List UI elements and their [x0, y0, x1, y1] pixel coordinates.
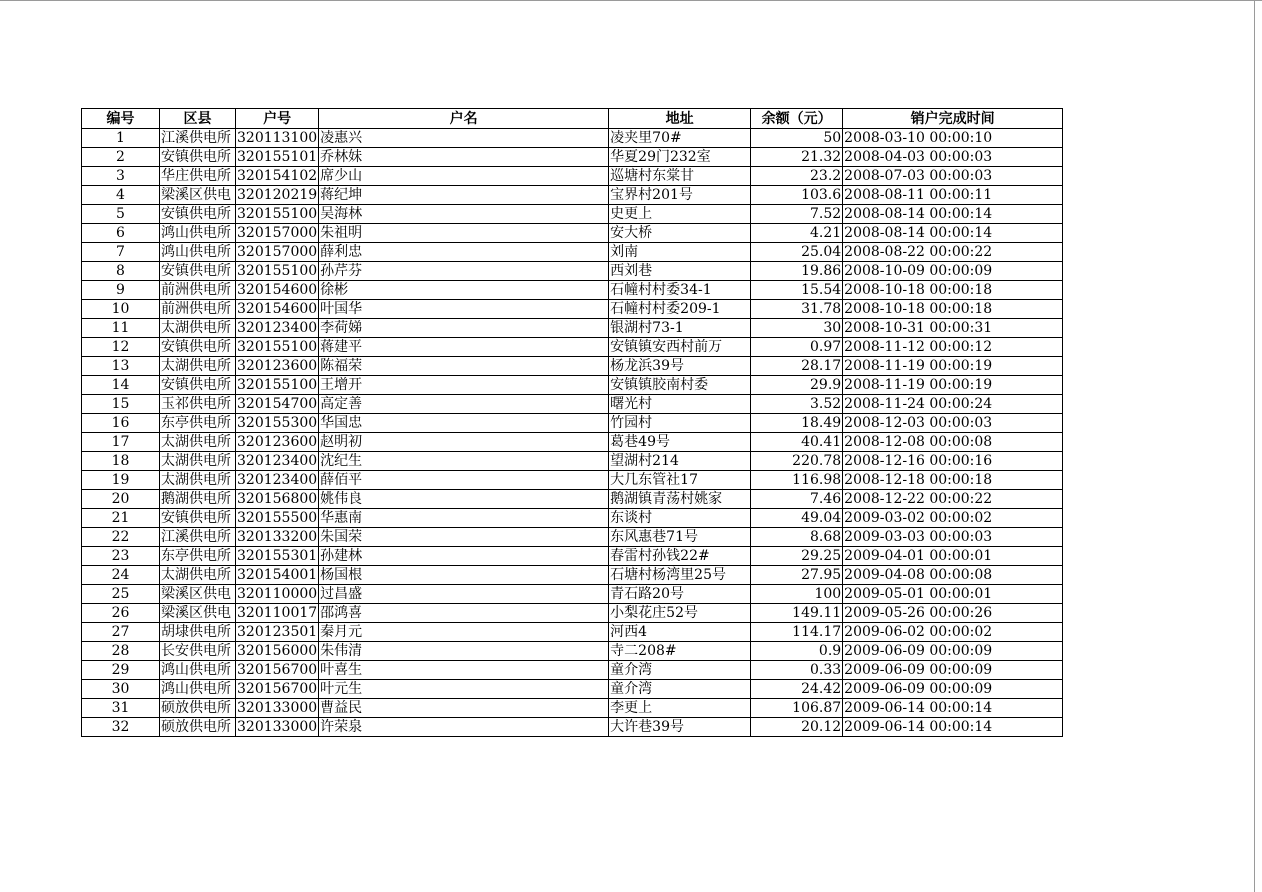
cell-closure-time: 2008-10-18 00:00:18	[843, 281, 1063, 300]
cell-closure-time: 2008-10-31 00:00:31	[843, 319, 1063, 338]
table-row	[82, 680, 1063, 699]
page-right-border	[1254, 0, 1255, 892]
cell-account-name: 叶国华	[319, 300, 609, 319]
cell-address: 巡塘村东棠甘	[609, 167, 751, 186]
cell-account-no: 320123600	[237, 358, 318, 374]
cell-address: 李更上	[609, 699, 751, 718]
cell-number: 7	[82, 243, 160, 262]
cell-address: 童介湾	[609, 680, 751, 699]
cell-account-no: 320113100	[237, 130, 318, 146]
cell-district: 安镇供电所	[160, 376, 236, 395]
cell-district: 梁溪区供电	[160, 585, 236, 604]
cell-district: 鸿山供电所	[160, 661, 236, 680]
cell-number: 1	[82, 129, 160, 148]
table-row	[82, 319, 1063, 338]
cell-address: 河西4	[609, 623, 751, 642]
cell-district: 江溪供电所	[160, 528, 236, 547]
cell-address: 曙光村	[609, 395, 751, 414]
cell-number: 11	[82, 319, 160, 338]
cell-account-name: 叶喜生	[319, 661, 609, 680]
cell-balance: 25.04	[751, 243, 843, 262]
cell-balance: 114.17	[751, 623, 843, 642]
cell-district: 前洲供电所	[160, 300, 236, 319]
cell-account-no: 320154001	[237, 567, 318, 583]
cell-address: 安大桥	[609, 224, 751, 243]
cell-account-no: 320154700	[237, 396, 318, 412]
cell-closure-time: 2008-04-03 00:00:03	[843, 148, 1063, 167]
table-row	[82, 699, 1063, 718]
cell-number: 22	[82, 528, 160, 547]
cell-closure-time: 2008-12-03 00:00:03	[843, 414, 1063, 433]
cell-balance: 27.95	[751, 566, 843, 585]
table-row	[82, 566, 1063, 585]
cell-account-name: 孙建林	[319, 547, 609, 566]
cell-district: 太湖供电所	[160, 357, 236, 376]
cell-closure-time: 2008-12-16 00:00:16	[843, 452, 1063, 471]
cell-closure-time: 2009-06-09 00:00:09	[843, 661, 1063, 680]
cell-district: 鸿山供电所	[160, 680, 236, 699]
cell-number: 9	[82, 281, 160, 300]
table-row	[82, 243, 1063, 262]
cell-account-no: 320123400	[237, 320, 318, 336]
cell-balance: 24.42	[751, 680, 843, 699]
cell-account-no: 320155100	[237, 206, 318, 222]
header-balance: 余额（元）	[751, 109, 843, 129]
cell-closure-time: 2009-04-08 00:00:08	[843, 566, 1063, 585]
cell-address: 凌夹里70#	[609, 129, 751, 148]
cell-balance: 29.25	[751, 547, 843, 566]
cell-account-name: 乔林妹	[319, 148, 609, 167]
cell-account-name: 高定善	[319, 395, 609, 414]
cell-address: 史更上	[609, 205, 751, 224]
table-body	[82, 129, 1063, 737]
cell-district: 安镇供电所	[160, 148, 236, 167]
cell-account-name: 席少山	[319, 167, 609, 186]
table-row	[82, 281, 1063, 300]
cell-account-no: 320133000	[237, 719, 318, 735]
cell-account-no: 320133000	[237, 700, 318, 716]
cell-district: 东亭供电所	[160, 547, 236, 566]
table-row	[82, 357, 1063, 376]
cell-address: 宝界村201号	[609, 186, 751, 205]
cell-balance: 21.32	[751, 148, 843, 167]
cell-district: 太湖供电所	[160, 471, 236, 490]
cell-closure-time: 2009-06-09 00:00:09	[843, 642, 1063, 661]
cell-balance: 19.86	[751, 262, 843, 281]
cell-account-name: 华惠南	[319, 509, 609, 528]
cell-district: 华庄供电所	[160, 167, 236, 186]
table-row	[82, 414, 1063, 433]
cell-district: 鸿山供电所	[160, 243, 236, 262]
cell-closure-time: 2009-04-01 00:00:01	[843, 547, 1063, 566]
cell-closure-time: 2008-08-11 00:00:11	[843, 186, 1063, 205]
table-row	[82, 129, 1063, 148]
cell-district: 玉祁供电所	[160, 395, 236, 414]
cell-balance: 40.41	[751, 433, 843, 452]
cell-account-no: 320156700	[237, 662, 318, 678]
cell-number: 5	[82, 205, 160, 224]
cell-account-name: 蒋建平	[319, 338, 609, 357]
table-row	[82, 338, 1063, 357]
cell-balance: 103.6	[751, 186, 843, 205]
cell-account-name: 邵鸿喜	[319, 604, 609, 623]
header-row	[82, 109, 1063, 129]
cell-closure-time: 2008-08-22 00:00:22	[843, 243, 1063, 262]
cell-account-name: 李荷娣	[319, 319, 609, 338]
cell-balance: 220.78	[751, 452, 843, 471]
table-row	[82, 471, 1063, 490]
cell-address: 竹园村	[609, 414, 751, 433]
cell-number: 8	[82, 262, 160, 281]
cell-account-no: 320156700	[237, 681, 318, 697]
cell-balance: 149.11	[751, 604, 843, 623]
cell-balance: 49.04	[751, 509, 843, 528]
table-row	[82, 490, 1063, 509]
cell-number: 12	[82, 338, 160, 357]
table-row	[82, 528, 1063, 547]
cell-balance: 3.52	[751, 395, 843, 414]
cell-address: 春雷村孙钱22#	[609, 547, 751, 566]
cell-account-name: 沈纪生	[319, 452, 609, 471]
cell-balance: 29.9	[751, 376, 843, 395]
cell-closure-time: 2009-05-01 00:00:01	[843, 585, 1063, 604]
cell-address: 华夏29门232室	[609, 148, 751, 167]
cell-account-no: 320155100	[237, 377, 318, 393]
cell-number: 20	[82, 490, 160, 509]
cell-closure-time: 2009-03-02 00:00:02	[843, 509, 1063, 528]
cell-number: 24	[82, 566, 160, 585]
cell-closure-time: 2008-12-18 00:00:18	[843, 471, 1063, 490]
cell-district: 安镇供电所	[160, 205, 236, 224]
table-row	[82, 167, 1063, 186]
cell-balance: 18.49	[751, 414, 843, 433]
page-top-border	[0, 0, 1262, 1]
table-row	[82, 186, 1063, 205]
cell-balance: 31.78	[751, 300, 843, 319]
cell-balance: 0.9	[751, 642, 843, 661]
cell-district: 鹅湖供电所	[160, 490, 236, 509]
cell-number: 21	[82, 509, 160, 528]
cell-closure-time: 2008-07-03 00:00:03	[843, 167, 1063, 186]
table-row	[82, 148, 1063, 167]
cell-closure-time: 2008-11-19 00:00:19	[843, 376, 1063, 395]
cell-account-name: 王增开	[319, 376, 609, 395]
cell-number: 23	[82, 547, 160, 566]
table-row	[82, 585, 1063, 604]
cell-account-no: 320155100	[237, 263, 318, 279]
cell-closure-time: 2009-06-14 00:00:14	[843, 718, 1063, 737]
cell-account-no: 320157000	[237, 244, 318, 260]
cell-account-name: 朱祖明	[319, 224, 609, 243]
cell-closure-time: 2008-11-12 00:00:12	[843, 338, 1063, 357]
cell-closure-time: 2008-11-24 00:00:24	[843, 395, 1063, 414]
cell-number: 30	[82, 680, 160, 699]
cell-district: 太湖供电所	[160, 566, 236, 585]
cell-account-name: 薛利忠	[319, 243, 609, 262]
cell-account-name: 吴海林	[319, 205, 609, 224]
cell-number: 4	[82, 186, 160, 205]
cell-closure-time: 2009-06-09 00:00:09	[843, 680, 1063, 699]
table-row	[82, 376, 1063, 395]
cell-number: 31	[82, 699, 160, 718]
cell-account-no: 320133200	[237, 529, 318, 545]
account-closure-table	[81, 108, 1063, 737]
cell-account-name: 陈福荣	[319, 357, 609, 376]
table-row	[82, 718, 1063, 737]
cell-district: 硕放供电所	[160, 718, 236, 737]
cell-district: 前洲供电所	[160, 281, 236, 300]
cell-address: 杨龙浜39号	[609, 357, 751, 376]
cell-account-no: 320123400	[237, 453, 318, 469]
cell-account-no: 320154600	[237, 301, 318, 317]
cell-account-name: 薛佰平	[319, 471, 609, 490]
cell-address: 大几东管社17	[609, 471, 751, 490]
cell-account-no: 320156000	[237, 643, 318, 659]
cell-balance: 20.12	[751, 718, 843, 737]
cell-account-name: 孙芹芬	[319, 262, 609, 281]
cell-district: 长安供电所	[160, 642, 236, 661]
cell-account-name: 华国忠	[319, 414, 609, 433]
cell-number: 25	[82, 585, 160, 604]
cell-address: 青石路20号	[609, 585, 751, 604]
cell-account-no: 320120219	[237, 187, 318, 203]
cell-balance: 15.54	[751, 281, 843, 300]
cell-closure-time: 2009-06-02 00:00:02	[843, 623, 1063, 642]
cell-address: 东谈村	[609, 509, 751, 528]
cell-account-no: 320155300	[237, 415, 318, 431]
table-row	[82, 300, 1063, 319]
cell-number: 13	[82, 357, 160, 376]
cell-balance: 0.33	[751, 661, 843, 680]
cell-district: 硕放供电所	[160, 699, 236, 718]
table-row	[82, 395, 1063, 414]
cell-account-no: 320154600	[237, 282, 318, 298]
cell-number: 19	[82, 471, 160, 490]
cell-account-name: 曹益民	[319, 699, 609, 718]
cell-number: 2	[82, 148, 160, 167]
cell-district: 梁溪区供电	[160, 604, 236, 623]
cell-district: 东亭供电所	[160, 414, 236, 433]
cell-account-name: 朱国荣	[319, 528, 609, 547]
cell-account-name: 杨国根	[319, 566, 609, 585]
cell-closure-time: 2008-08-14 00:00:14	[843, 224, 1063, 243]
table-row	[82, 623, 1063, 642]
cell-balance: 100	[751, 585, 843, 604]
cell-number: 18	[82, 452, 160, 471]
cell-number: 16	[82, 414, 160, 433]
cell-address: 石幢村村委209-1	[609, 300, 751, 319]
header-account-no: 户号	[236, 109, 319, 129]
cell-account-name: 徐彬	[319, 281, 609, 300]
cell-number: 3	[82, 167, 160, 186]
table-row	[82, 642, 1063, 661]
cell-account-no: 320110017	[237, 605, 318, 621]
cell-account-no: 320123600	[237, 434, 318, 450]
cell-district: 太湖供电所	[160, 452, 236, 471]
cell-closure-time: 2009-03-03 00:00:03	[843, 528, 1063, 547]
cell-address: 葛巷49号	[609, 433, 751, 452]
cell-number: 32	[82, 718, 160, 737]
cell-account-name: 秦月元	[319, 623, 609, 642]
table-row	[82, 224, 1063, 243]
cell-closure-time: 2008-10-18 00:00:18	[843, 300, 1063, 319]
cell-number: 17	[82, 433, 160, 452]
cell-address: 西刘巷	[609, 262, 751, 281]
cell-address: 大许巷39号	[609, 718, 751, 737]
cell-closure-time: 2008-08-14 00:00:14	[843, 205, 1063, 224]
cell-closure-time: 2008-12-08 00:00:08	[843, 433, 1063, 452]
cell-district: 鸿山供电所	[160, 224, 236, 243]
cell-balance: 4.21	[751, 224, 843, 243]
cell-address: 童介湾	[609, 661, 751, 680]
table-row	[82, 433, 1063, 452]
cell-address: 石塘村杨湾里25号	[609, 566, 751, 585]
cell-account-no: 320154102	[237, 168, 318, 184]
cell-address: 寺二208#	[609, 642, 751, 661]
header-account-name: 户名	[319, 109, 609, 129]
cell-address: 望湖村214	[609, 452, 751, 471]
cell-account-no: 320157000	[237, 225, 318, 241]
table-row	[82, 205, 1063, 224]
cell-account-name: 蒋纪坤	[319, 186, 609, 205]
cell-address: 石幢村村委34-1	[609, 281, 751, 300]
cell-balance: 7.52	[751, 205, 843, 224]
cell-address: 小梨花庄52号	[609, 604, 751, 623]
header-number: 编号	[82, 109, 160, 129]
cell-account-no: 320110000	[237, 586, 318, 602]
cell-number: 15	[82, 395, 160, 414]
table-row	[82, 509, 1063, 528]
cell-number: 28	[82, 642, 160, 661]
cell-account-name: 凌惠兴	[319, 129, 609, 148]
cell-closure-time: 2009-05-26 00:00:26	[843, 604, 1063, 623]
cell-address: 安镇镇胶南村委	[609, 376, 751, 395]
cell-address: 安镇镇安西村前万	[609, 338, 751, 357]
table-row	[82, 452, 1063, 471]
cell-district: 胡埭供电所	[160, 623, 236, 642]
cell-account-no: 320156800	[237, 491, 318, 507]
table-row	[82, 262, 1063, 281]
cell-account-no: 320155301	[237, 548, 318, 564]
table-row	[82, 547, 1063, 566]
cell-district: 安镇供电所	[160, 338, 236, 357]
cell-number: 26	[82, 604, 160, 623]
header-closure-time: 销户完成时间	[843, 109, 1063, 129]
cell-district: 安镇供电所	[160, 509, 236, 528]
cell-address: 东风惠巷71号	[609, 528, 751, 547]
cell-account-name: 许荣泉	[319, 718, 609, 737]
cell-account-no: 320123400	[237, 472, 318, 488]
cell-account-name: 叶元生	[319, 680, 609, 699]
cell-district: 太湖供电所	[160, 319, 236, 338]
header-address: 地址	[609, 109, 751, 129]
cell-district: 梁溪区供电	[160, 186, 236, 205]
cell-district: 江溪供电所	[160, 129, 236, 148]
cell-address: 银湖村73-1	[609, 319, 751, 338]
cell-number: 6	[82, 224, 160, 243]
cell-closure-time: 2008-12-22 00:00:22	[843, 490, 1063, 509]
cell-number: 29	[82, 661, 160, 680]
cell-closure-time: 2008-10-09 00:00:09	[843, 262, 1063, 281]
cell-balance: 50	[751, 129, 843, 148]
cell-balance: 30	[751, 319, 843, 338]
cell-balance: 23.2	[751, 167, 843, 186]
cell-closure-time: 2009-06-14 00:00:14	[843, 699, 1063, 718]
cell-account-no: 320155500	[237, 510, 318, 526]
cell-closure-time: 2008-03-10 00:00:10	[843, 129, 1063, 148]
cell-address: 刘南	[609, 243, 751, 262]
cell-balance: 0.97	[751, 338, 843, 357]
table-row	[82, 604, 1063, 623]
cell-balance: 116.98	[751, 471, 843, 490]
cell-account-name: 朱伟清	[319, 642, 609, 661]
cell-number: 10	[82, 300, 160, 319]
cell-balance: 106.87	[751, 699, 843, 718]
table-row	[82, 661, 1063, 680]
cell-balance: 28.17	[751, 357, 843, 376]
cell-balance: 8.68	[751, 528, 843, 547]
cell-account-no: 320123501	[237, 624, 318, 640]
header-district: 区县	[160, 109, 236, 129]
cell-district: 太湖供电所	[160, 433, 236, 452]
cell-account-no: 320155101	[237, 149, 318, 165]
cell-balance: 7.46	[751, 490, 843, 509]
cell-address: 鹅湖镇青荡村姚家	[609, 490, 751, 509]
cell-account-name: 姚伟良	[319, 490, 609, 509]
cell-district: 安镇供电所	[160, 262, 236, 281]
cell-number: 14	[82, 376, 160, 395]
cell-account-name: 过昌盛	[319, 585, 609, 604]
cell-account-no: 320155100	[237, 339, 318, 355]
cell-account-name: 赵明初	[319, 433, 609, 452]
cell-number: 27	[82, 623, 160, 642]
cell-closure-time: 2008-11-19 00:00:19	[843, 357, 1063, 376]
